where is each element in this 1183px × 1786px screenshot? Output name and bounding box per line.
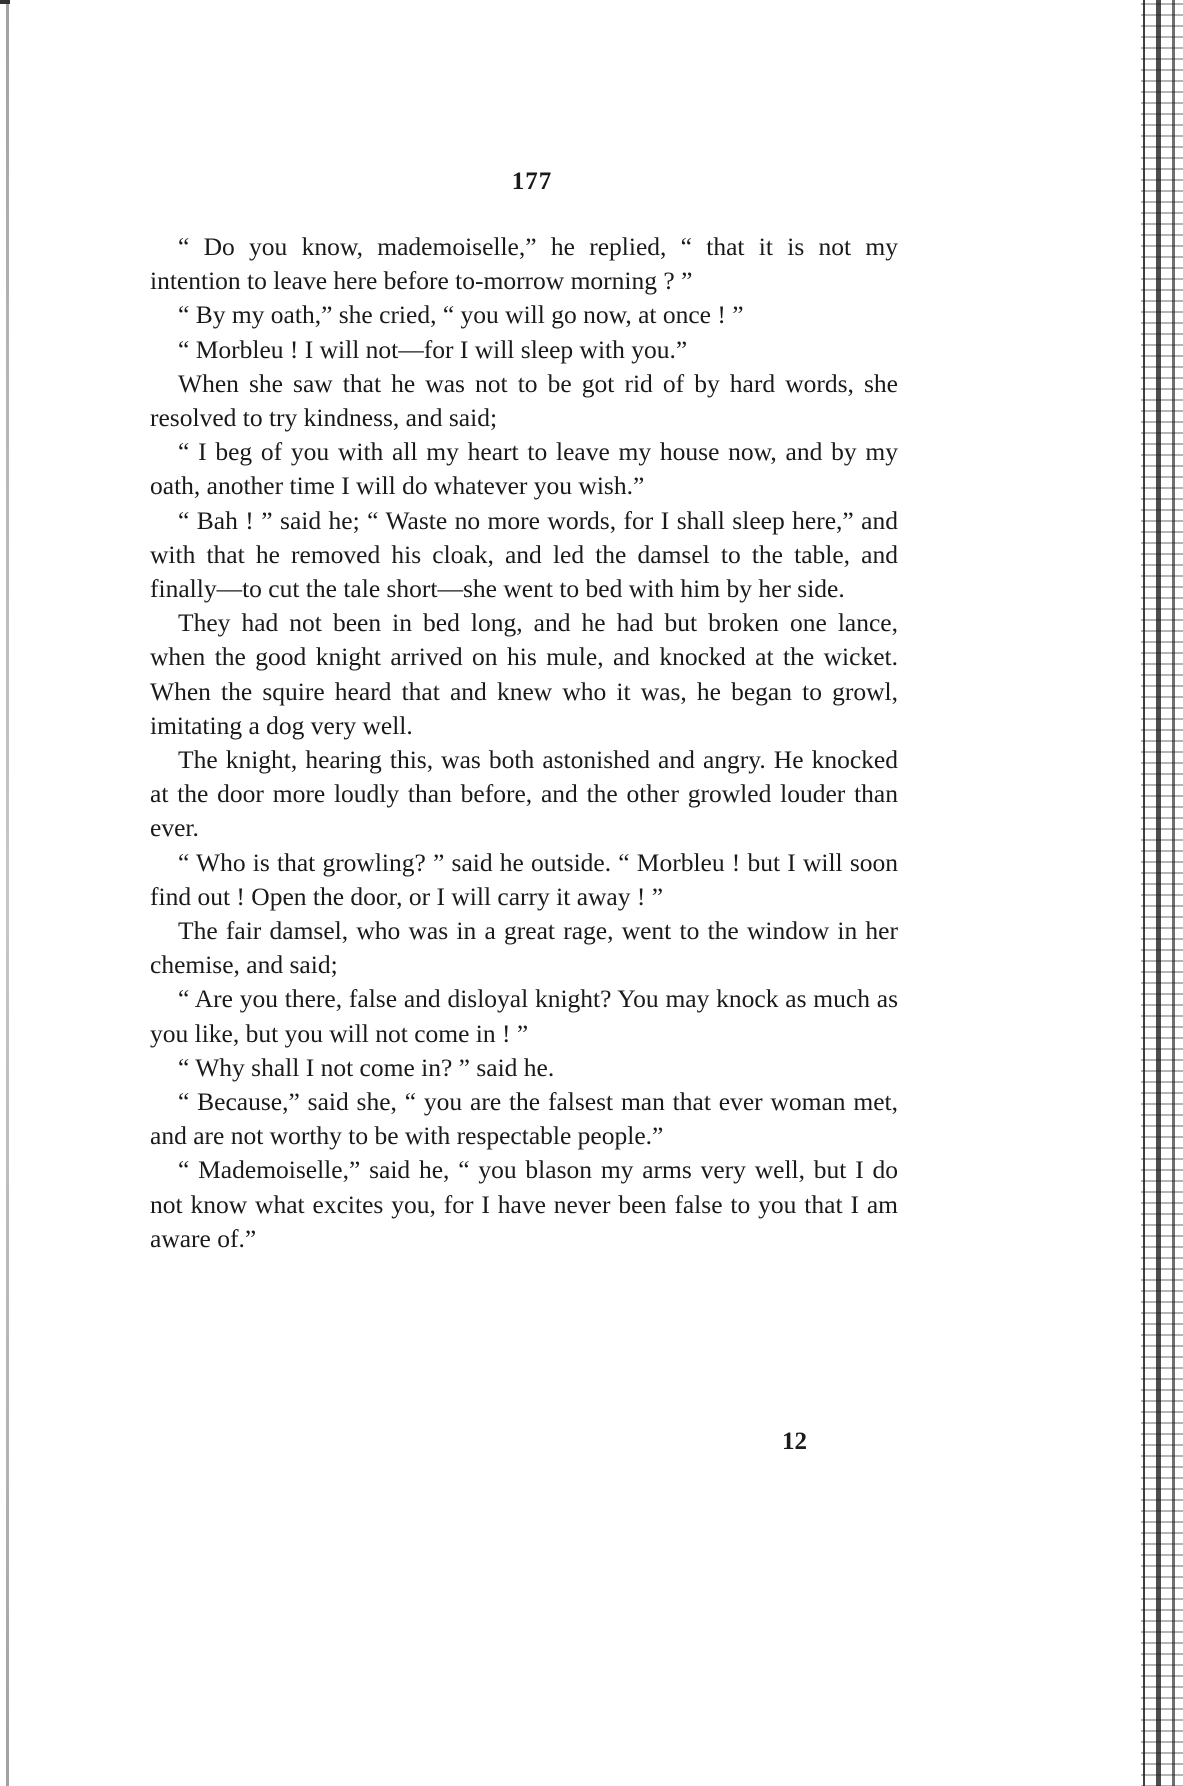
paragraph: “ Morbleu ! I will not—for I will sleep with you.” <box>178 334 688 364</box>
paragraph: “ Why shall I not come in? ” said he. <box>178 1052 555 1082</box>
scan-left-tick <box>0 0 10 4</box>
page-number: 177 <box>511 168 553 195</box>
scan-left-edge <box>6 0 9 1786</box>
signature-mark: 12 <box>782 1428 807 1455</box>
paragraph: The knight, hearing this, was both astonished and angry. He knocked at the door more loudly than before, and the other growled louder than ever. <box>150 745 898 843</box>
paragraph: The fair damsel, who was in a great rage, went to the window in her chemise, and said; <box>150 916 898 980</box>
paragraph: “ By my oath,” she cried, “ you will go now, at once ! ” <box>178 300 744 330</box>
scan-right-edge-binding <box>1156 0 1161 1786</box>
paragraph: “ Mademoiselle,” said he, “ you blason my arms very well, but I do not know what excites you, for I have never been false to you that I am aware of.” <box>150 1155 898 1253</box>
paragraph: “ Do you know, mademoiselle,” he replied, “ that it is not my intention to leave here before to-morrow morning ? ” <box>150 232 898 296</box>
paragraph: “ Are you there, false and disloyal knight? You may knock as much as you like, but you will not come in ! ” <box>150 984 898 1048</box>
body-text <box>150 230 898 1256</box>
paragraph: “ Who is that growling? ” said he outside. “ Morbleu ! but I will soon find out ! Open the door, or I will carry it away ! ” <box>150 847 898 911</box>
paragraph: They had not been in bed long, and he had but broken one lance, when the good knight arrived on his mule, and knocked at the wicket. When the squire heard that and knew who it was, he began to growl, imitating a dog very well. <box>150 608 898 740</box>
paragraph: “ Bah ! ” said he; “ Waste no more words, for I shall sleep here,” and with that he removed his cloak, and led the damsel to the table, and finally—to cut the tale short—she went to bed with him by her side. <box>150 505 898 604</box>
paragraph: When she saw that he was not to be got rid of by hard words, she resolved to try kindness, and said; <box>150 368 898 433</box>
paragraph: “ Because,” said she, “ you are the falsest man that ever woman met, and are not worthy to be with respectable people.” <box>150 1087 898 1151</box>
scan-right-edge-line <box>1143 0 1145 1786</box>
scan-right-edge-texture <box>1141 0 1183 1786</box>
paragraph: “ I beg of you with all my heart to leave my house now, and by my oath, another time I will do whatever you wish.” <box>150 437 898 501</box>
scan-right-edge-line <box>1172 0 1175 1786</box>
